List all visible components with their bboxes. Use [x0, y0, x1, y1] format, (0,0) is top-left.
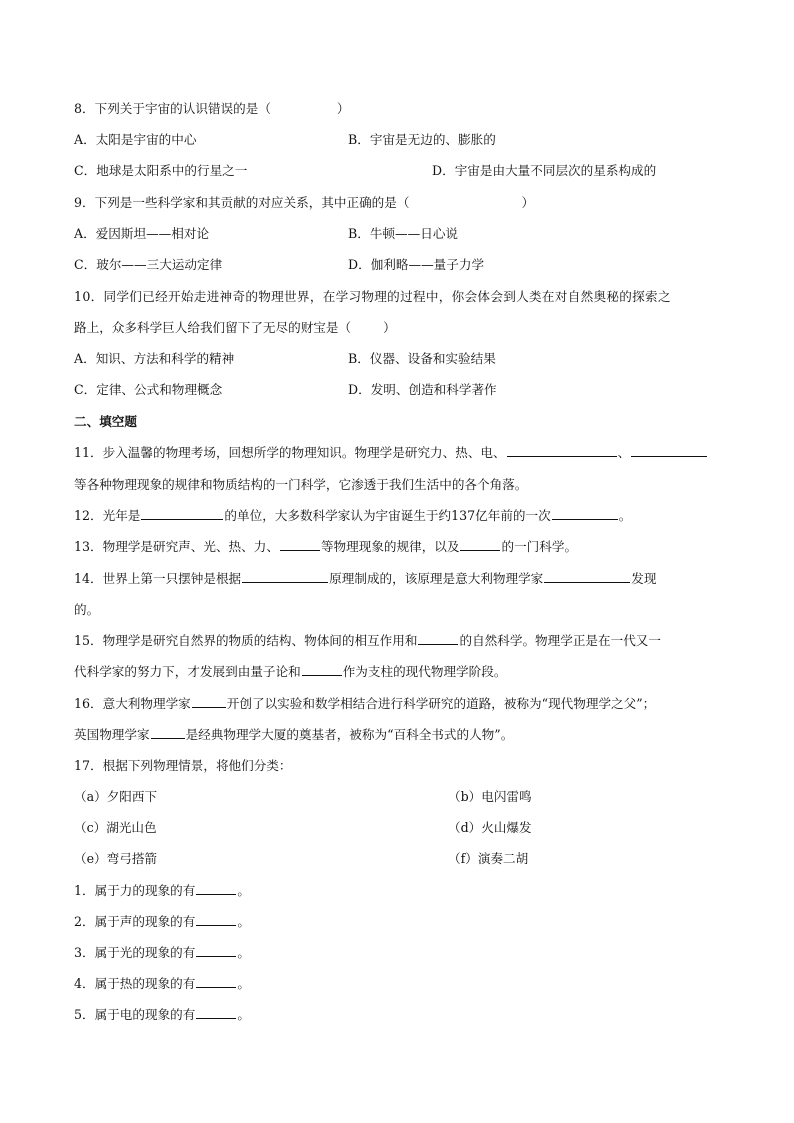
q17-sub-4-blank[interactable] — [196, 975, 236, 988]
q12-blank-2[interactable] — [552, 507, 618, 520]
q10-option-c: C．定律、公式和物理概念 — [74, 382, 223, 397]
q17-sub-3-blank[interactable] — [196, 944, 236, 957]
q15-text-a: 15．物理学是研究自然界的物质的结构、物体间的相互作用和 — [74, 633, 418, 648]
q8-stem-close: ） — [336, 101, 350, 116]
q17-item-a: （a）夕阳西下 — [74, 789, 158, 804]
q17-sub-1-blank[interactable] — [196, 882, 236, 895]
question-10-stem-line1: 10．同学们已经开始走进神奇的物理世界，在学习物理的过程中，你会体会到人类在对自然奥秘的探索之 — [74, 289, 671, 304]
question-8-stem — [74, 100, 720, 118]
question-8-options-row1 — [74, 131, 720, 149]
q16-text-d: 是经典物理学大厦的奠基者，被称为“百科全书式的人物”。 — [185, 727, 514, 742]
q13-text-c: 的一门科学。 — [501, 539, 578, 554]
q15-blank-2[interactable] — [302, 663, 342, 676]
q12-blank-1[interactable] — [141, 507, 223, 520]
q14-text-c: 发现 — [631, 571, 657, 586]
q17-sub-2 — [74, 913, 720, 931]
q17-sub-3-end: 。 — [237, 945, 250, 960]
q9-option-b: B．牛顿——日心说 — [348, 226, 459, 241]
q11-text-a: 11．步入温馨的物理考场，回想所学的物理知识。物理学是研究力、热、电、 — [74, 445, 506, 460]
q10-option-b: B．仪器、设备和实验结果 — [348, 351, 496, 366]
q17-sub-5 — [74, 1006, 720, 1024]
q17-items-row3 — [74, 850, 720, 868]
question-17-stem: 17．根据下列物理情景，将他们分类： — [74, 758, 292, 773]
q17-sub-2-blank[interactable] — [196, 913, 236, 926]
q8-option-d: D．宇宙是由大量不同层次的星系构成的 — [432, 163, 657, 178]
question-12 — [74, 507, 720, 525]
question-11-line2: 等各种物理现象的规律和物质结构的一门科学，它渗透于我们生活中的各个角落。 — [74, 477, 528, 492]
q9-stem-close: ） — [521, 195, 535, 210]
q17-sub-5-end: 。 — [237, 1007, 250, 1022]
q15-text-c: 代科学家的努力下，才发展到由量子论和 — [74, 664, 301, 679]
q16-text-a: 16．意大利物理学家 — [74, 696, 191, 711]
q14-blank-2[interactable] — [544, 570, 630, 583]
q15-text-d: 作为支柱的现代物理学阶段。 — [342, 664, 507, 679]
question-9-options-row1 — [74, 225, 720, 243]
q16-text-c: 英国物理学家 — [74, 727, 150, 742]
q17-sub-1-end: 。 — [237, 883, 250, 898]
q14-text-a: 14．世界上第一只摆钟是根据 — [74, 571, 242, 586]
q17-sub-3-text: 3．属于光的现象的有 — [74, 945, 196, 960]
q17-item-c: （c）湖光山色 — [74, 820, 157, 835]
q17-sub-1-text: 1．属于力的现象的有 — [74, 883, 196, 898]
q11-blank-2[interactable] — [631, 444, 707, 457]
question-13 — [74, 538, 720, 556]
question-10-options-row1 — [74, 350, 720, 368]
q17-sub-2-text: 2．属于声的现象的有 — [74, 914, 196, 929]
q10-option-d: D．发明、创造和科学著作 — [348, 382, 497, 397]
q15-text-b: 的自然科学。物理学正是在一代又一 — [459, 633, 661, 648]
q17-sub-2-end: 。 — [237, 914, 250, 929]
q17-item-f: （f）演奏二胡 — [448, 851, 529, 866]
question-15-line1 — [74, 632, 720, 650]
question-14-line1 — [74, 570, 720, 588]
q17-items-row1 — [74, 788, 720, 806]
q17-sub-3 — [74, 944, 720, 962]
question-10-stem-line2 — [74, 319, 720, 337]
q9-option-d: D．伽利略——量子力学 — [348, 257, 485, 272]
q17-sub-5-text: 5．属于电的现象的有 — [74, 1007, 196, 1022]
q11-text-b: 、 — [617, 445, 631, 460]
question-16-line2 — [74, 726, 720, 744]
q16-blank-1[interactable] — [192, 695, 226, 708]
question-9-stem — [74, 194, 720, 212]
q12-text-a: 12．光年是 — [74, 508, 141, 523]
q13-text-b: 等物理现象的规律，以及 — [320, 539, 460, 554]
q17-item-b: （b）电闪雷鸣 — [448, 789, 532, 804]
question-15-line2 — [74, 663, 720, 681]
q11-blank-1[interactable] — [507, 444, 617, 457]
q9-option-a: A．爱因斯坦——相对论 — [74, 226, 210, 241]
question-14-line2: 的。 — [74, 602, 100, 617]
q13-text-a: 13．物理学是研究声、光、热、力、 — [74, 539, 279, 554]
q14-blank-1[interactable] — [242, 570, 328, 583]
q13-blank-2[interactable] — [460, 538, 500, 551]
q8-stem-text: 8．下列关于宇宙的认识错误的是（ — [74, 101, 271, 116]
q17-sub-4-end: 。 — [237, 976, 250, 991]
q12-text-c: 。 — [618, 508, 632, 523]
q8-option-b: B．宇宙是无边的、膨胀的 — [348, 132, 496, 147]
q9-stem-text: 9．下列是一些科学家和其贡献的对应关系，其中正确的是（ — [74, 195, 410, 210]
q10-option-a: A．知识、方法和科学的精神 — [74, 351, 235, 366]
q8-option-c: C．地球是太阳系中的行星之一 — [74, 163, 248, 178]
q8-option-a: A．太阳是宇宙的中心 — [74, 132, 197, 147]
q10-stem-close: ） — [383, 320, 396, 335]
q12-text-b: 的单位，大多数科学家认为宇宙诞生于约137亿年前的一次 — [224, 508, 551, 523]
q17-items-row2 — [74, 819, 720, 837]
q16-text-b: 开创了以实验和数学相结合进行科学研究的道路，被称为“现代物理学之父”； — [226, 696, 656, 711]
q9-option-c: C．玻尔——三大运动定律 — [74, 257, 223, 272]
question-16-line1 — [74, 695, 720, 713]
q17-sub-4-text: 4．属于热的现象的有 — [74, 976, 196, 991]
section-title-fill-in: 二、填空题 — [74, 414, 137, 429]
q17-sub-1 — [74, 882, 720, 900]
q17-item-d: （d）火山爆发 — [448, 820, 532, 835]
q17-item-e: （e）弯弓搭箭 — [74, 851, 158, 866]
q15-blank-1[interactable] — [418, 632, 458, 645]
q17-sub-5-blank[interactable] — [196, 1006, 236, 1019]
question-11-line1 — [74, 444, 720, 462]
q10-stem-text: 路上，众多科学巨人给我们留下了无尽的财宝是（ — [74, 320, 352, 335]
q16-blank-2[interactable] — [151, 726, 185, 739]
question-8-options-row2 — [74, 162, 720, 180]
q14-text-b: 原理制成的，该原理是意大利物理学家 — [329, 571, 544, 586]
q17-sub-4 — [74, 975, 720, 993]
question-9-options-row2 — [74, 256, 720, 274]
question-10-options-row2 — [74, 381, 720, 399]
q13-blank-1[interactable] — [280, 538, 320, 551]
